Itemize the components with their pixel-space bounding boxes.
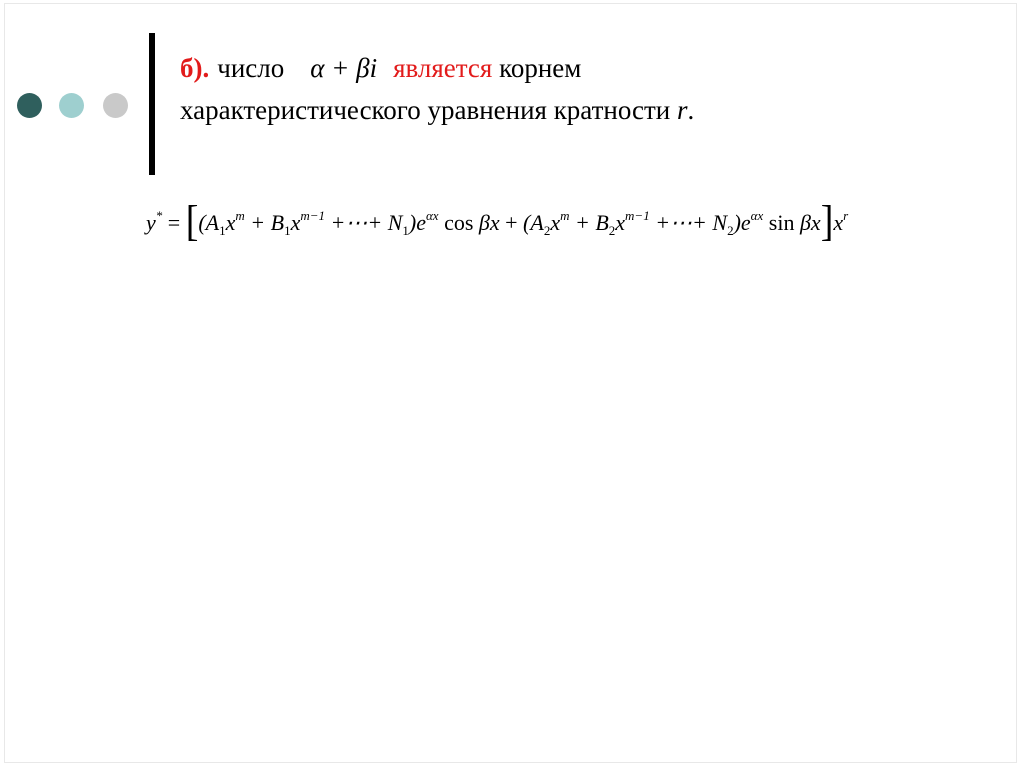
term2-n-sub: 2 <box>727 223 734 238</box>
term1-x2-sup: m−1 <box>300 208 325 223</box>
term2-exp: αx <box>750 208 764 223</box>
period: . <box>687 95 695 125</box>
decor-dot-dark <box>17 93 42 118</box>
formula-open-bracket: [ <box>185 196 199 246</box>
word-is: является <box>393 53 493 83</box>
formula-plus-between: + <box>499 210 524 235</box>
decor-dot-light <box>59 93 84 118</box>
term1-trig-arg: βx <box>478 210 500 235</box>
complex-root-expression: α + βi <box>310 53 378 83</box>
term1-x1-sup: m <box>235 208 245 223</box>
term1-n-sub: 1 <box>402 223 409 238</box>
term2-trig: sin <box>763 210 800 235</box>
formula-equals: = <box>167 210 181 235</box>
term2-a-sub: 2 <box>543 223 551 238</box>
term2-trig-arg: βx <box>799 210 821 235</box>
term2-b-sub: 2 <box>608 223 616 238</box>
term1-exp: αx <box>425 208 439 223</box>
term1-plus-b: + B <box>244 210 285 235</box>
term1-b-sub: 1 <box>284 223 291 238</box>
term1-x2: x <box>290 210 301 235</box>
heading-line-1 <box>180 52 581 84</box>
word-number: число <box>217 53 285 83</box>
term1-a-sub: 1 <box>219 223 226 238</box>
case-label: б). <box>180 53 210 83</box>
term1-trig: cos <box>438 210 479 235</box>
term2-x2: x <box>615 210 626 235</box>
term2-close-e: )e <box>733 210 751 235</box>
formula-x-factor: x <box>833 210 844 235</box>
particular-solution-formula <box>146 196 848 251</box>
decor-dot-grey <box>103 93 128 118</box>
line2-text: характеристического уравнения кратности <box>180 95 671 125</box>
term1-close-e: )e <box>408 210 426 235</box>
term1-dots-n: +⋯+ N <box>325 210 403 235</box>
formula-lhs-star: * <box>155 208 163 223</box>
term2-plus-b: + B <box>569 210 609 235</box>
word-root: корнем <box>499 53 582 83</box>
decor-vertical-bar <box>149 33 155 175</box>
term2-open: (A <box>523 210 544 235</box>
multiplicity-var: r <box>677 95 688 125</box>
term2-x1: x <box>550 210 561 235</box>
term2-dots-n: +⋯+ N <box>649 210 728 235</box>
heading-line-2 <box>180 94 694 126</box>
term2-x2-sup: m−1 <box>625 208 650 223</box>
formula-x-factor-sup: r <box>843 208 849 223</box>
term2-x1-sup: m <box>560 208 570 223</box>
formula-lhs: y <box>146 210 156 235</box>
term1-open: (A <box>198 210 220 235</box>
formula-close-bracket: ] <box>820 196 834 246</box>
term1-x1: x <box>225 210 236 235</box>
